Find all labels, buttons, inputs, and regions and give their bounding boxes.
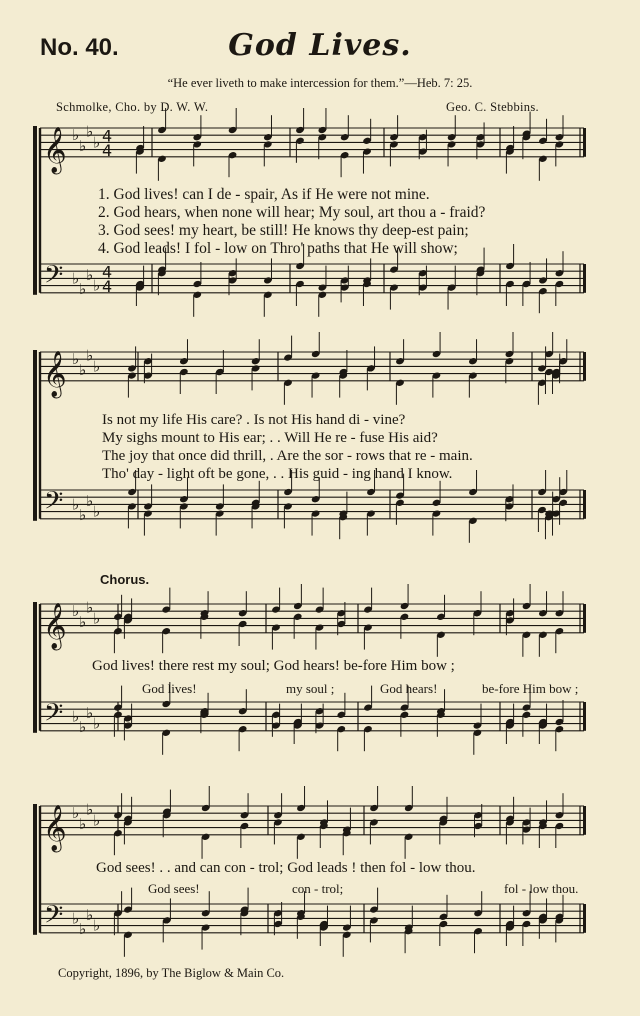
bass-clef-icon: 𝄢	[44, 698, 64, 734]
chorus-line-1: God lives! there rest my soul; God hears! be-fore Him bow ;	[92, 658, 455, 674]
treble-clef-icon: 𝄞	[43, 126, 67, 173]
verse-3-line-2: The joy that once did thrill, . Are the sor - rows that re - main.	[102, 448, 473, 464]
chorus-label: Chorus.	[100, 572, 150, 587]
end-barline	[583, 128, 586, 157]
flat-icon: ♭	[93, 609, 101, 628]
chorus-bass-lyric-2b: con - trol;	[292, 881, 344, 896]
end-barline	[583, 264, 586, 293]
verse-1-line-1: 1. God lives! can I de - spair, As if He were not mine.	[98, 186, 430, 203]
flat-icon: ♭	[86, 800, 94, 819]
words-credit: Schmolke, Cho. by D. W. W.	[56, 100, 209, 114]
flat-icon: ♭	[72, 269, 80, 288]
flat-icon: ♭	[86, 491, 94, 510]
system-brace	[33, 602, 37, 733]
treble-clef-icon: 𝄞	[43, 350, 67, 397]
time-sig-top: 4	[102, 262, 113, 282]
flat-icon: ♭	[79, 718, 87, 737]
bass-clef-icon: 𝄢	[44, 260, 64, 296]
flat-icon: ♭	[79, 815, 87, 833]
end-barline	[583, 702, 586, 731]
flat-icon: ♭	[86, 346, 94, 365]
time-sig-bottom: 4	[102, 140, 113, 160]
copyright: Copyright, 1896, by The Biglow & Main Co.	[58, 966, 285, 980]
flat-icon: ♭	[72, 126, 80, 145]
end-barline	[583, 604, 586, 633]
end-barline	[583, 904, 586, 933]
verse-4-line-1: 4. God leads! I fol - low on Thro' paths that He will show;	[98, 240, 458, 257]
flat-icon: ♭	[86, 122, 94, 141]
flat-icon: ♭	[79, 280, 87, 299]
chorus-bass-lyric-2c: fol - low thou.	[504, 881, 579, 896]
flat-icon: ♭	[72, 495, 80, 514]
flat-icon: ♭	[86, 265, 94, 284]
verse-2-line-1: 2. God hears, when none will hear; My soul, art thou a - fraid?	[98, 204, 486, 221]
flat-icon: ♭	[72, 350, 80, 369]
verse-1-line-2: Is not my life His care? . Is not His hand di - vine?	[102, 412, 406, 428]
verse-4-line-2: Tho' day - light oft be gone, . . His guid - ing hand I know.	[102, 466, 453, 482]
hymn-number: No. 40.	[40, 34, 119, 61]
verse-3-line-1: 3. God sees! my heart, be still! He knows thy deep-est pain;	[98, 222, 469, 239]
system-brace	[33, 126, 37, 295]
flat-icon: ♭	[72, 804, 80, 823]
hymn-title: God Lives.	[228, 28, 412, 63]
flat-icon: ♭	[86, 703, 94, 722]
flat-icon: ♭	[93, 916, 101, 935]
end-barline	[583, 352, 586, 381]
flat-icon: ♭	[93, 276, 101, 295]
flat-icon: ♭	[86, 905, 94, 924]
chorus-bass-lyric-1a: God lives!	[142, 681, 197, 696]
flat-icon: ♭	[79, 920, 87, 939]
flat-icon: ♭	[79, 137, 87, 155]
chorus-bass-lyric-1c: God hears!	[380, 681, 438, 696]
chorus-bass-lyric-1d: be-fore Him bow ;	[482, 681, 579, 696]
bass-clef-icon: 𝄢	[44, 900, 64, 936]
treble-clef-icon: 𝄞	[43, 602, 67, 649]
treble-clef-icon: 𝄞	[43, 804, 67, 851]
bass-clef-icon: 𝄢	[44, 486, 64, 522]
flat-icon: ♭	[79, 361, 87, 379]
scripture-reference: “He ever liveth to make intercession for them.”—Heb. 7: 25.	[167, 76, 473, 90]
system-brace	[33, 350, 37, 521]
flat-icon: ♭	[79, 506, 87, 525]
end-barline	[583, 490, 586, 519]
flat-icon: ♭	[72, 909, 80, 928]
flat-icon: ♭	[93, 133, 101, 152]
time-sig-top: 4	[102, 126, 113, 146]
system-brace	[33, 804, 37, 935]
flat-icon: ♭	[93, 714, 101, 733]
chorus-bass-lyric-2a: God sees!	[148, 881, 200, 896]
flat-icon: ♭	[72, 602, 80, 621]
chorus-bass-lyric-1b: my soul ;	[286, 681, 335, 696]
flat-icon: ♭	[72, 707, 80, 726]
flat-icon: ♭	[79, 613, 87, 631]
flat-icon: ♭	[93, 502, 101, 521]
chorus-line-2: God sees! . . and can con - trol; God leads ! then fol - low thou.	[96, 860, 476, 876]
flat-icon: ♭	[93, 357, 101, 376]
verse-2-line-2: My sighs mount to His ear; . . Will He re - fuse His aid?	[102, 430, 438, 446]
music-credit: Geo. C. Stebbins.	[446, 100, 539, 114]
flat-icon: ♭	[86, 598, 94, 617]
flat-icon: ♭	[93, 811, 101, 830]
end-barline	[583, 806, 586, 835]
time-sig-bottom: 4	[102, 276, 113, 296]
